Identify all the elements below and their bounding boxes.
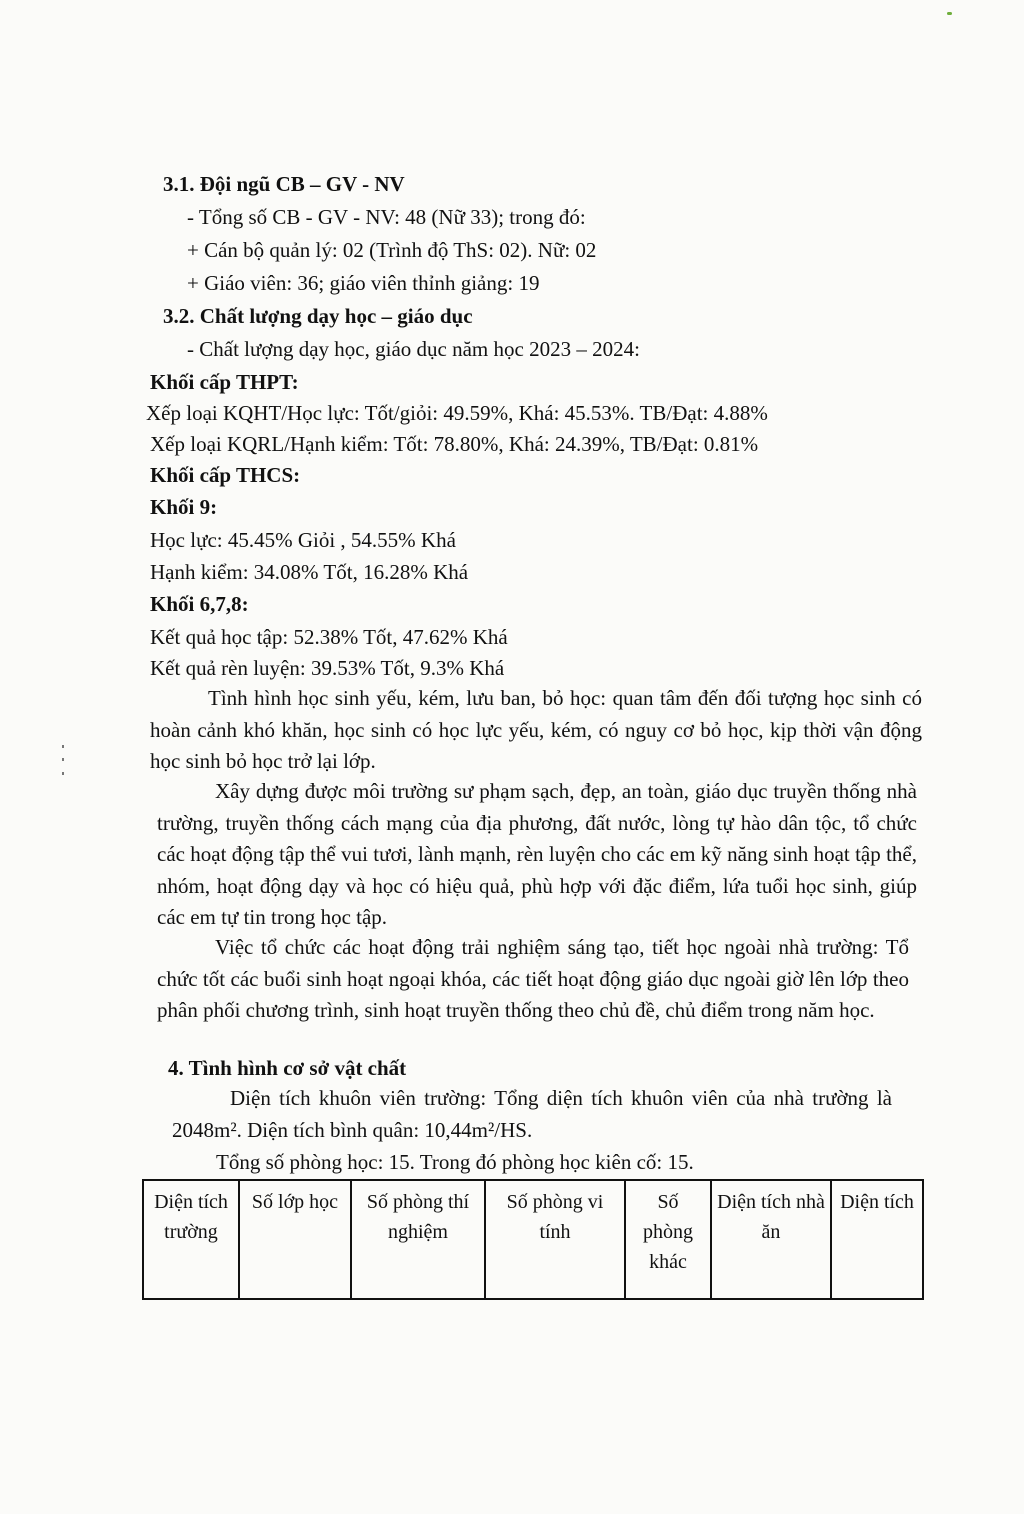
scan-mark <box>62 745 64 748</box>
table-header-cell: Số lớp học <box>239 1180 351 1299</box>
environment-paragraph: Xây dựng được môi trường sư phạm sạch, đẹp, an toàn, giáo dục truyền thống nhà trường, truyền thống cách mạng của địa phương, đất nước, lòng tự hào dân tộc, tổ chức các hoạt động tập thể vui tươi, lành mạnh, rèn luyện cho các em kỹ năng sinh hoạt tập thể, nhóm, hoạt động dạy và học có hiệu quả, phù hợp với đặc điểm, lứa tuổi học sinh, giúp các em tự tin trong học tập. <box>157 779 917 929</box>
staff-teachers: + Giáo viên: 36; giáo viên thỉnh giảng: 19 <box>187 271 540 295</box>
thcs-heading: Khối cấp THCS: <box>150 463 301 487</box>
thpt-heading: Khối cấp THPT: <box>150 370 299 394</box>
khoi9-heading: Khối 9: <box>150 495 218 519</box>
table-header-row <box>143 1180 923 1299</box>
staff-managers: + Cán bộ quản lý: 02 (Trình độ ThS: 02). Nữ: 02 <box>187 238 597 262</box>
experiential-paragraph: Việc tổ chức các hoạt động trải nghiệm sáng tạo, tiết học ngoài nhà trường: Tổ chức tốt các buổi sinh hoạt ngoại khóa, các tiết hoạt động giáo dục ngoài giờ lên lớp theo phân phối chương trình, sinh hoạt truyền thống theo chủ đề, chủ điểm trong năm học. <box>157 935 909 1022</box>
khoi678-academic: Kết quả học tập: 52.38% Tốt, 47.62% Khá <box>150 625 508 649</box>
khoi678-conduct: Kết quả rèn luyện: 39.53% Tốt, 9.3% Khá <box>150 656 505 680</box>
staff-total: - Tổng số CB - GV - NV: 48 (Nữ 33); trong đó: <box>187 205 586 229</box>
campus-area-paragraph: Diện tích khuôn viên trường: Tổng diện tích khuôn viên của nhà trường là 2048m². Diện tích bình quân: 10,44m²/HS. <box>172 1086 892 1142</box>
table-header-cell: Diện tích trường <box>143 1180 239 1299</box>
table-header-cell: Diện tích <box>831 1180 923 1299</box>
section-4-heading: 4. Tình hình cơ sở vật chất <box>168 1056 407 1080</box>
table-header-cell: Diện tích nhà ăn <box>711 1180 831 1299</box>
section-3-1-heading: 3.1. Đội ngũ CB – GV - NV <box>163 172 405 196</box>
thpt-conduct: Xếp loại KQRL/Hạnh kiểm: Tốt: 78.80%, Khá: 24.39%, TB/Đạt: 0.81% <box>150 432 759 456</box>
table-header-cell: Số phòng thí nghiệm <box>351 1180 485 1299</box>
khoi678-heading: Khối 6,7,8: <box>150 592 249 616</box>
facilities-table <box>142 1179 924 1300</box>
section-3-2-heading: 3.2. Chất lượng dạy học – giáo dục <box>163 304 473 328</box>
scan-mark <box>62 758 64 761</box>
khoi9-conduct: Hạnh kiểm: 34.08% Tốt, 16.28% Khá <box>150 560 469 584</box>
table-header-cell: Số phòng vi tính <box>485 1180 625 1299</box>
weak-students-paragraph: Tình hình học sinh yếu, kém, lưu ban, bỏ học: quan tâm đến đối tượng học sinh có hoàn cảnh khó khăn, học sinh có học lực yếu, kém, có nguy cơ bỏ học, kịp thời vận động học sinh bỏ học trở lại lớp. <box>150 686 922 773</box>
quality-intro: - Chất lượng dạy học, giáo dục năm học 2023 – 2024: <box>187 337 640 361</box>
scan-mark <box>947 12 952 15</box>
table-header-cell: Số phòng khác <box>625 1180 711 1299</box>
thpt-academic: Xếp loại KQHT/Học lực: Tốt/giỏi: 49.59%, Khá: 45.53%. TB/Đạt: 4.88% <box>146 401 768 425</box>
classroom-count: Tổng số phòng học: 15. Trong đó phòng học kiên cố: 15. <box>216 1150 694 1174</box>
khoi9-academic: Học lực: 45.45% Giỏi , 54.55% Khá <box>150 528 456 552</box>
scan-mark <box>62 772 64 775</box>
